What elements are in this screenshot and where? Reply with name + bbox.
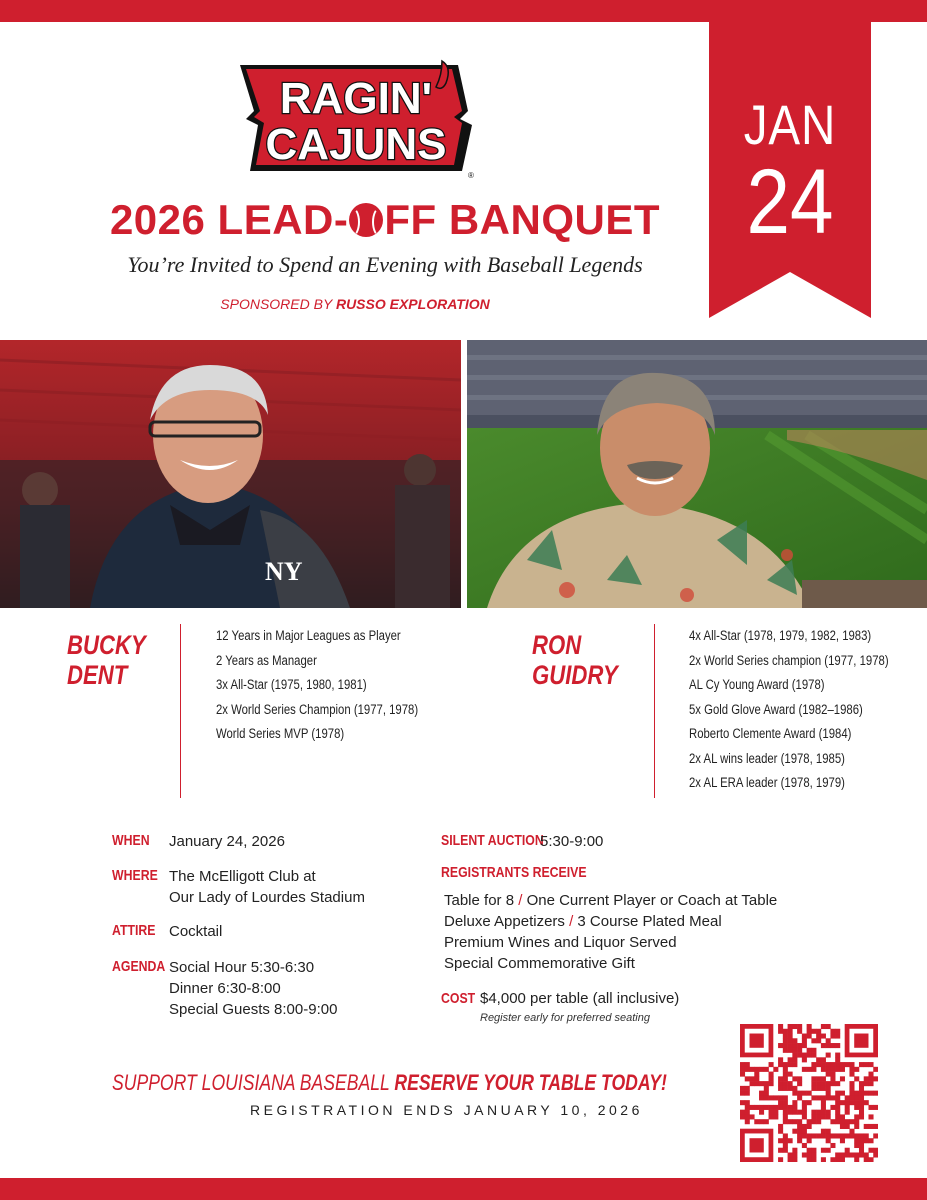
bucky-dent-photo xyxy=(0,340,461,608)
registered-mark: ® xyxy=(468,171,474,180)
event-title-part2: FF BANQUET xyxy=(384,196,661,243)
registrants-item: Special Commemorative Gift xyxy=(444,955,635,972)
stat-item: 2x AL wins leader (1978, 1985) xyxy=(689,750,845,766)
registrants-item xyxy=(444,911,777,932)
player-first-name: BUCKY xyxy=(67,630,146,660)
separator: / xyxy=(514,892,527,909)
cta-strong: RESERVE YOUR TABLE TODAY! xyxy=(394,1070,667,1095)
agenda-item: Special Guests 8:00-9:00 xyxy=(169,1001,338,1018)
event-tagline: You’re Invited to Spend an Evening with Baseball Legends xyxy=(127,252,643,277)
player-last-name: GUIDRY xyxy=(532,660,618,690)
agenda-item: Social Hour 5:30-6:30 xyxy=(169,959,315,976)
bucky-dent-stats xyxy=(216,624,457,747)
attire-value: Cocktail xyxy=(169,923,223,940)
cost-value: $4,000 per table (all inclusive) xyxy=(480,990,680,1007)
registrant-benefit: Table for 8 xyxy=(444,892,515,909)
stat-item: 3x All-Star (1975, 1980, 1981) xyxy=(216,677,367,692)
event-title-part1: 2026 LEAD- xyxy=(109,196,349,243)
agenda-list xyxy=(169,957,337,1020)
when-value: January 24, 2026 xyxy=(169,833,285,850)
registrants-item: Premium Wines and Liquor Served xyxy=(444,934,677,951)
stat-item: 4x All-Star (1978, 1979, 1982, 1983) xyxy=(689,628,872,643)
player-last-name: DENT xyxy=(67,660,128,690)
logo-line1: RAGIN' xyxy=(279,74,433,123)
date-ribbon xyxy=(709,0,871,318)
registrant-benefit: Deluxe Appetizers xyxy=(444,913,565,930)
cta-lead: SUPPORT LOUISIANA BASEBALL xyxy=(112,1070,395,1095)
registrants-label: REGISTRANTS RECEIVE xyxy=(441,864,587,881)
player-name-bucky-dent xyxy=(67,630,146,690)
stat-item: 12 Years in Major Leagues as Player xyxy=(216,628,401,643)
where-label: WHERE xyxy=(112,867,158,884)
stat-item: 5x Gold Glove Award (1982–1986) xyxy=(689,701,863,717)
date-month: JAN xyxy=(743,93,837,156)
sponsor-name: RUSSO EXPLORATION xyxy=(335,296,490,312)
cost-label: COST xyxy=(441,990,476,1007)
registrants-list xyxy=(444,890,777,974)
where-line: Our Lady of Lourdes Stadium xyxy=(169,889,365,906)
registrant-benefit: 3 Course Plated Meal xyxy=(577,913,722,930)
agenda-label: AGENDA xyxy=(112,958,166,975)
ron-guidry-photo xyxy=(467,340,927,608)
bio-divider-right xyxy=(654,624,655,798)
ron-guidry-stats xyxy=(689,624,927,796)
bio-divider-left xyxy=(180,624,181,798)
registrants-item xyxy=(444,890,777,911)
event-title xyxy=(60,196,710,244)
silent-auction-value: 5:30-9:00 xyxy=(540,833,604,850)
stat-item: 2x World Series champion (1977, 1978) xyxy=(689,652,889,668)
cost-note: Register early for preferred seating xyxy=(480,1012,650,1024)
player-first-name: RON xyxy=(532,630,582,660)
call-to-action xyxy=(112,1070,667,1096)
stat-item: 2x World Series Champion (1977, 1978) xyxy=(216,701,419,717)
stat-item: AL Cy Young Award (1978) xyxy=(689,677,825,692)
player-name-ron-guidry xyxy=(532,630,618,690)
where-value xyxy=(169,866,365,908)
registration-qr-code[interactable] xyxy=(740,1024,878,1162)
registration-deadline: REGISTRATION ENDS JANUARY 10, 2026 xyxy=(250,1102,643,1118)
sponsor-line xyxy=(120,296,590,312)
separator: / xyxy=(564,913,578,930)
stat-item: World Series MVP (1978) xyxy=(216,726,345,741)
bottom-accent-bar xyxy=(0,1178,927,1200)
registrant-benefit: One Current Player or Coach at Table xyxy=(526,892,778,909)
silent-auction-label: SILENT AUCTION xyxy=(441,832,544,849)
stat-item: 2x AL ERA leader (1978, 1979) xyxy=(689,775,845,790)
stat-item: 2 Years as Manager xyxy=(216,652,317,668)
where-line: The McElligott Club at xyxy=(169,868,316,885)
baseball-icon xyxy=(349,203,383,237)
ragin-cajuns-logo xyxy=(236,55,476,180)
attire-label: ATTIRE xyxy=(112,922,156,939)
logo-line2: CAJUNS xyxy=(265,120,447,169)
agenda-item: Dinner 6:30-8:00 xyxy=(169,980,281,997)
when-label: WHEN xyxy=(112,832,150,849)
sponsor-prefix: SPONSORED BY xyxy=(220,296,336,312)
svg-text:NY: NY xyxy=(265,557,303,586)
stat-item: Roberto Clemente Award (1984) xyxy=(689,726,852,741)
date-day: 24 xyxy=(746,151,834,253)
